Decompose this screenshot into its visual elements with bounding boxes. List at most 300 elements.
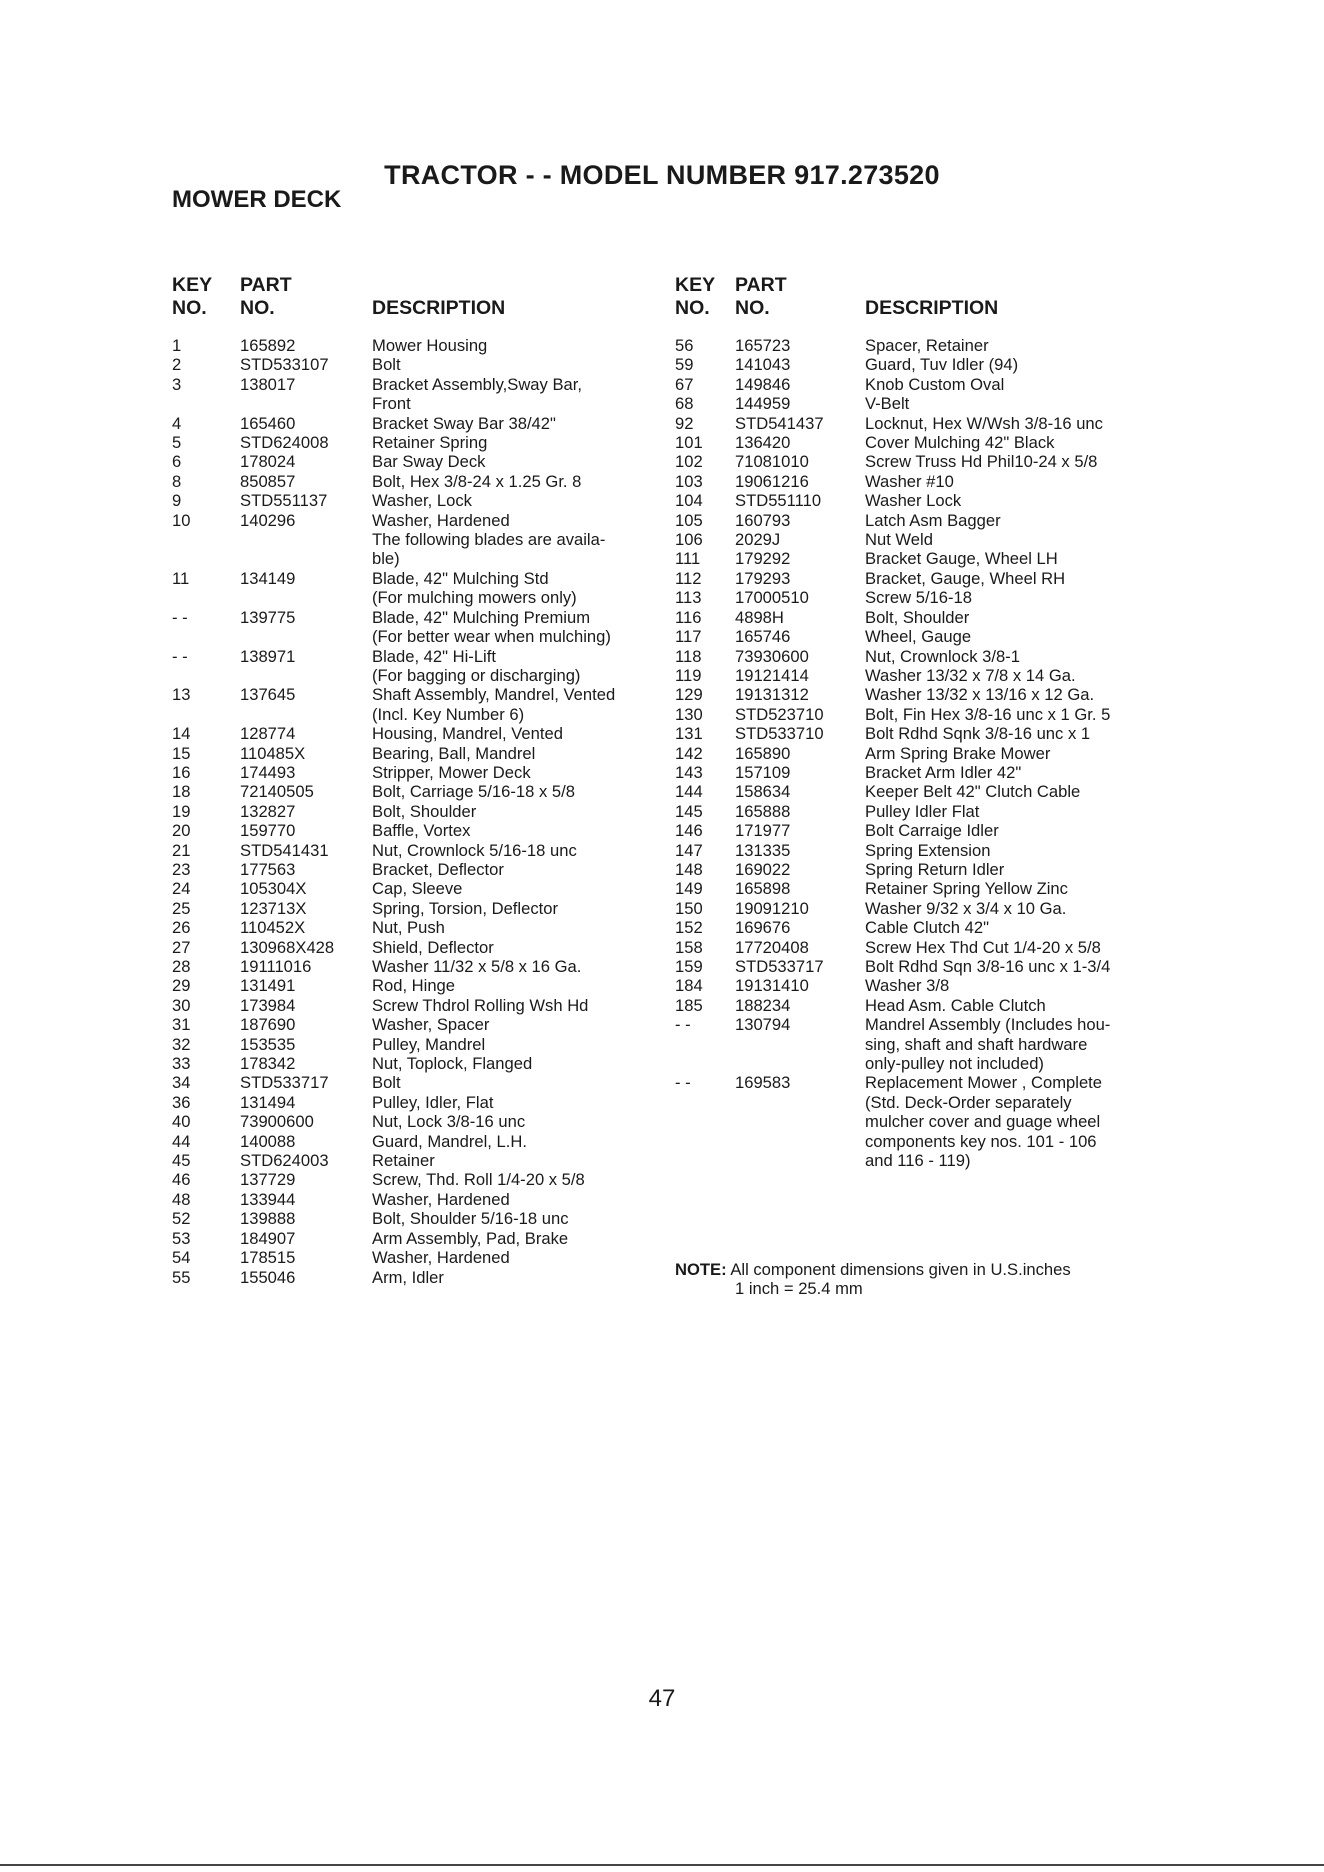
description-cell: Washer 13/32 x 7/8 x 14 Ga. (865, 665, 1076, 685)
part-header-line2: NO. (240, 297, 275, 319)
part-no-cell: 17000510 (735, 588, 809, 608)
table-row (172, 1229, 662, 1248)
table-row (675, 1054, 1175, 1073)
note-label: NOTE: (675, 1260, 727, 1279)
description-cell: Retainer Spring Yellow Zinc (865, 879, 1068, 899)
part-no-cell: 137729 (240, 1170, 296, 1190)
part-no-cell: STD541431 (240, 840, 329, 860)
table-row (172, 569, 662, 588)
key-no-cell: 34 (172, 1073, 191, 1093)
table-row (172, 627, 662, 646)
table-row (675, 511, 1175, 530)
table-row (172, 821, 662, 840)
part-no-cell: 130968X428 (240, 937, 335, 957)
table-row (675, 433, 1175, 452)
description-cell: Screw Thdrol Rolling Wsh Hd (372, 995, 589, 1015)
description-cell: Housing, Mandrel, Vented (372, 724, 563, 744)
description-cell: mulcher cover and guage wheel (865, 1112, 1101, 1132)
description-cell: Washer 9/32 x 3/4 x 10 Ga. (865, 898, 1067, 918)
description-cell: Retainer (372, 1151, 435, 1171)
key-no-cell: 45 (172, 1151, 191, 1171)
table-row (675, 666, 1175, 685)
description-cell: Cap, Sleeve (372, 879, 463, 899)
key-no-cell: 8 (172, 471, 182, 491)
table-row (675, 957, 1175, 976)
key-no-cell (172, 627, 240, 646)
key-no-cell: 10 (172, 510, 191, 530)
key-no-cell: 92 (675, 413, 694, 433)
part-no-cell: 187690 (240, 1015, 296, 1035)
description-cell: Nut, Crownlock 5/16-18 unc (372, 840, 577, 860)
table-row (675, 608, 1175, 627)
table-row (675, 802, 1175, 821)
part-no-cell (735, 1132, 865, 1151)
table-row (675, 491, 1175, 510)
description-cell: Spring Return Idler (865, 859, 1005, 879)
description-cell: Arm Spring Brake Mower (865, 743, 1051, 763)
part-no-cell: 140296 (240, 510, 296, 530)
part-no-cell: 165898 (735, 879, 791, 899)
description-cell: Screw, Thd. Roll 1/4-20 x 5/8 (372, 1170, 585, 1190)
description-header: DESCRIPTION (372, 297, 506, 319)
description-cell: Knob Custom Oval (865, 374, 1005, 394)
description-cell: Pulley, Mandrel (372, 1034, 486, 1054)
table-row (675, 1035, 1175, 1054)
part-no-cell: STD533717 (735, 957, 824, 976)
description-cell: Nut, Push (372, 918, 445, 938)
key-no-cell: 2 (172, 355, 182, 375)
table-row (172, 860, 662, 879)
description-cell: (For better wear when mulching) (372, 627, 611, 647)
part-no-cell: 73930600 (735, 646, 809, 666)
table-row (172, 899, 662, 918)
description-cell: Bracket Assembly,Sway Bar, (372, 374, 582, 394)
part-no-cell: 110452X (240, 918, 306, 938)
part-no-cell (735, 1035, 865, 1054)
description-cell: Bracket Sway Bar 38/42" (372, 413, 556, 433)
part-no-cell: 19121414 (735, 665, 809, 685)
key-no-cell: 56 (675, 336, 694, 355)
part-no-cell: 169022 (735, 859, 791, 879)
description-cell: Washer 3/8 (865, 976, 950, 996)
table-row (172, 1248, 662, 1267)
table-row (172, 996, 662, 1015)
key-no-cell: - - (172, 646, 188, 666)
description-cell: Bolt, Hex 3/8-24 x 1.25 Gr. 8 (372, 471, 582, 491)
key-no-cell: 112 (675, 568, 702, 588)
key-no-cell: 113 (675, 588, 702, 608)
key-no-cell: 48 (172, 1189, 191, 1209)
part-no-cell: 165723 (735, 336, 791, 355)
note-text: All component dimensions given in U.S.inches (730, 1260, 1071, 1279)
description-cell: Washer, Hardened (372, 1248, 510, 1268)
description-cell: The following blades are availa- (372, 530, 606, 550)
description-cell: Shaft Assembly, Mandrel, Vented (372, 685, 616, 705)
key-no-cell: 130 (675, 704, 703, 724)
part-no-cell (240, 549, 372, 568)
key-no-cell: 185 (675, 995, 703, 1015)
key-no-cell (172, 549, 240, 568)
key-no-cell: 106 (675, 530, 703, 550)
description-cell: V-Belt (865, 394, 910, 414)
table-header (172, 274, 662, 336)
part-no-cell: 123713X (240, 898, 307, 918)
key-no-cell: 26 (172, 918, 191, 938)
description-cell: Bracket Arm Idler 42" (865, 762, 1022, 782)
key-header-line1: KEY (172, 274, 213, 296)
part-no-cell: 105304X (240, 879, 307, 899)
table-row (675, 879, 1175, 898)
description-cell: Blade, 42" Mulching Std (372, 568, 549, 588)
table-row (675, 394, 1175, 413)
table-row (675, 918, 1175, 937)
part-no-cell: 138017 (240, 374, 296, 394)
table-row (172, 452, 662, 471)
table-row (172, 1268, 662, 1287)
table-row (172, 1209, 662, 1228)
description-cell: Baffle, Vortex (372, 821, 471, 841)
part-no-cell: 19091210 (735, 898, 809, 918)
table-row (675, 996, 1175, 1015)
description-cell: Bolt, Carriage 5/16-18 x 5/8 (372, 782, 575, 802)
part-no-cell: 128774 (240, 724, 296, 744)
table-row (675, 530, 1175, 549)
part-no-cell (735, 1112, 865, 1131)
description-cell: Nut, Lock 3/8-16 unc (372, 1112, 526, 1132)
part-no-cell: 138971 (240, 646, 296, 666)
part-no-cell (240, 627, 372, 646)
table-row (675, 452, 1175, 471)
key-no-cell: - - (675, 1015, 691, 1035)
description-cell: Guard, Mandrel, L.H. (372, 1131, 527, 1151)
part-no-cell: 17720408 (735, 937, 809, 957)
key-no-cell: 54 (172, 1248, 191, 1268)
table-row (172, 1151, 662, 1170)
key-no-cell (172, 705, 240, 724)
key-no-cell: 184 (675, 976, 703, 996)
key-no-cell: 36 (172, 1092, 191, 1112)
table-row (172, 433, 662, 452)
table-row (675, 375, 1175, 394)
key-no-cell: 148 (675, 859, 703, 879)
key-no-cell: 150 (675, 898, 703, 918)
key-no-cell (675, 1054, 735, 1073)
description-cell: Bracket, Deflector (372, 859, 504, 879)
part-no-cell: 131335 (735, 840, 791, 860)
dimension-note (675, 1260, 1071, 1299)
key-no-cell (675, 1112, 735, 1131)
part-no-cell: 165746 (735, 627, 791, 647)
description-cell: Mower Housing (372, 336, 488, 355)
table-row (172, 549, 662, 568)
part-no-cell: 850857 (240, 471, 296, 491)
table-row (172, 530, 662, 549)
description-cell: Nut Weld (865, 530, 933, 550)
part-no-cell: 165460 (240, 413, 296, 433)
key-no-header (675, 274, 715, 320)
key-no-cell (172, 666, 240, 685)
key-no-cell: 146 (675, 821, 703, 841)
table-row (172, 1093, 662, 1112)
part-no-cell: 136420 (735, 433, 791, 453)
part-no-cell: 159770 (240, 821, 296, 841)
table-row (172, 1054, 662, 1073)
table-row (172, 472, 662, 491)
key-no-cell: 14 (172, 724, 191, 744)
part-no-cell: 171977 (735, 821, 791, 841)
part-no-cell: 71081010 (735, 452, 809, 472)
table-row (675, 821, 1175, 840)
part-no-cell: 144959 (735, 394, 791, 414)
key-no-cell: 52 (172, 1209, 191, 1229)
table-row (675, 938, 1175, 957)
table-row (172, 511, 662, 530)
description-cell: Replacement Mower , Complete (865, 1073, 1103, 1093)
table-row (172, 724, 662, 743)
page-number: 47 (648, 1685, 676, 1712)
description-cell: Bolt (372, 355, 401, 375)
description-cell: Locknut, Hex W/Wsh 3/8-16 unc (865, 413, 1103, 433)
table-row (172, 938, 662, 957)
table-header (675, 274, 1175, 336)
table-row (172, 685, 662, 704)
key-no-cell: 32 (172, 1034, 191, 1054)
description-cell: Stripper, Mower Deck (372, 762, 531, 782)
key-header-line2: NO. (675, 297, 710, 319)
description-cell: Front (372, 394, 411, 414)
key-no-cell: 20 (172, 821, 191, 841)
key-no-cell: 129 (675, 685, 703, 705)
key-no-cell: 15 (172, 743, 191, 763)
part-header-line1: PART (240, 274, 292, 296)
description-cell: Shield, Deflector (372, 937, 494, 957)
description-cell: Cover Mulching 42" Black (865, 433, 1055, 453)
table-row (675, 763, 1175, 782)
table-row (675, 899, 1175, 918)
part-no-cell (735, 1054, 865, 1073)
part-no-cell: STD624008 (240, 433, 329, 453)
key-no-cell: 6 (172, 452, 182, 472)
key-no-cell: 117 (675, 627, 702, 647)
part-no-cell: 169676 (735, 918, 791, 938)
table-row (172, 782, 662, 801)
description-cell: Nut, Crownlock 3/8-1 (865, 646, 1020, 666)
description-cell: Screw 5/16-18 (865, 588, 972, 608)
part-no-cell: STD551137 (240, 491, 328, 511)
key-no-cell (675, 1132, 735, 1151)
description-cell: Arm, Idler (372, 1267, 444, 1287)
note-conversion: 1 inch = 25.4 mm (735, 1279, 863, 1299)
key-no-cell (675, 1151, 735, 1170)
table-row (675, 472, 1175, 491)
key-no-cell: 25 (172, 898, 191, 918)
description-cell: Washer, Hardened (372, 510, 510, 530)
description-cell: Pulley, Idler, Flat (372, 1092, 494, 1112)
part-no-cell: 73900600 (240, 1112, 314, 1132)
description-cell: Spring Extension (865, 840, 991, 860)
description-cell: Blade, 42" Hi-Lift (372, 646, 496, 666)
part-no-cell: 160793 (735, 510, 791, 530)
part-no-cell: 155046 (240, 1267, 296, 1287)
page-title: TRACTOR - - MODEL NUMBER 917.273520 (384, 160, 940, 190)
table-row (675, 1112, 1175, 1131)
description-cell: Pulley Idler Flat (865, 801, 980, 821)
parts-table-right (675, 274, 1175, 1170)
table-row (172, 375, 662, 394)
part-no-cell: 19131410 (735, 976, 809, 996)
key-no-cell: 24 (172, 879, 191, 899)
part-no-cell: 157109 (735, 762, 791, 782)
table-row (172, 1035, 662, 1054)
table-row (172, 666, 662, 685)
description-cell: Bolt, Shoulder (372, 801, 477, 821)
key-no-cell: 30 (172, 995, 191, 1015)
table-row (172, 957, 662, 976)
part-no-cell (240, 666, 372, 685)
key-no-cell: 21 (172, 840, 191, 860)
part-no-cell: 134149 (240, 568, 296, 588)
part-no-cell: 133944 (240, 1189, 296, 1209)
key-no-cell: 40 (172, 1112, 191, 1132)
description-cell: Cable Clutch 42" (865, 918, 989, 938)
part-no-cell: 139775 (240, 607, 296, 627)
description-cell: Washer, Spacer (372, 1015, 490, 1035)
part-no-cell: 130794 (735, 1015, 791, 1035)
description-cell: (For bagging or discharging) (372, 665, 581, 685)
table-row (172, 802, 662, 821)
table-row (675, 782, 1175, 801)
part-no-cell: 179293 (735, 568, 791, 588)
key-no-cell (675, 1035, 735, 1054)
part-no-cell: 140088 (240, 1131, 296, 1151)
key-no-cell: 118 (675, 646, 702, 666)
part-no-cell: STD541437 (735, 413, 824, 433)
key-no-cell: 5 (172, 433, 182, 453)
key-no-cell: 27 (172, 937, 191, 957)
description-cell: sing, shaft and shaft hardware (865, 1034, 1088, 1054)
key-no-cell: 149 (675, 879, 703, 899)
key-no-cell: 46 (172, 1170, 191, 1190)
table-row (675, 569, 1175, 588)
part-no-cell (240, 705, 372, 724)
description-cell: Head Asm. Cable Clutch (865, 995, 1046, 1015)
table-row (675, 976, 1175, 995)
table-row (172, 918, 662, 937)
table-row (675, 588, 1175, 607)
description-cell: (Std. Deck-Order separately (865, 1092, 1072, 1112)
description-cell: Rod, Hinge (372, 976, 456, 996)
description-cell: Screw Truss Hd Phil10-24 x 5/8 (865, 452, 1098, 472)
part-no-cell: 139888 (240, 1209, 296, 1229)
table-row (172, 744, 662, 763)
key-no-cell: 143 (675, 762, 703, 782)
part-no-cell (735, 1093, 865, 1112)
description-cell: components key nos. 101 - 106 (865, 1131, 1097, 1151)
key-no-cell: 67 (675, 374, 694, 394)
table-row (172, 841, 662, 860)
description-cell: Keeper Belt 42" Clutch Cable (865, 782, 1081, 802)
description-cell: Bracket, Gauge, Wheel RH (865, 568, 1066, 588)
table-row (675, 685, 1175, 704)
table-row (172, 976, 662, 995)
table-row (172, 763, 662, 782)
key-no-cell: 142 (675, 743, 703, 763)
part-no-cell: 137645 (240, 685, 296, 705)
key-header-line1: KEY (675, 274, 716, 296)
part-no-cell: 153535 (240, 1034, 296, 1054)
key-no-cell: 29 (172, 976, 191, 996)
table-row (675, 647, 1175, 666)
key-no-cell: 111 (675, 549, 701, 569)
description-cell: Washer, Hardened (372, 1189, 510, 1209)
table-row (675, 336, 1175, 355)
key-no-cell: 3 (172, 374, 182, 394)
part-no-cell: STD624003 (240, 1151, 329, 1171)
key-no-cell: 116 (675, 607, 702, 627)
description-header: DESCRIPTION (865, 297, 999, 319)
part-no-cell (240, 530, 372, 549)
table-row (675, 1132, 1175, 1151)
key-no-cell: 68 (675, 394, 694, 414)
part-no-cell: 141043 (735, 355, 791, 375)
table-row (675, 860, 1175, 879)
key-no-cell (172, 588, 240, 607)
key-no-cell (172, 530, 240, 549)
key-no-cell: 33 (172, 1054, 191, 1074)
description-cell: Bolt, Fin Hex 3/8-16 unc x 1 Gr. 5 (865, 704, 1111, 724)
key-no-cell: 1 (172, 336, 182, 355)
key-no-cell: 144 (675, 782, 703, 802)
description-cell: Washer 11/32 x 5/8 x 16 Ga. (372, 957, 582, 976)
table-row (675, 549, 1175, 568)
part-header-line1: PART (735, 274, 787, 296)
table-row (172, 1132, 662, 1151)
part-no-cell: 19061216 (735, 471, 809, 491)
description-cell: Mandrel Assembly (Includes hou- (865, 1015, 1111, 1035)
part-no-cell: 131494 (240, 1092, 296, 1112)
description-cell: and 116 - 119) (865, 1151, 971, 1171)
key-no-cell: 103 (675, 471, 703, 491)
description-cell: Bracket Gauge, Wheel LH (865, 549, 1058, 569)
table-row (172, 1190, 662, 1209)
description-cell: only-pulley not included) (865, 1054, 1044, 1074)
table-row (675, 841, 1175, 860)
table-body (675, 336, 1175, 1170)
key-no-cell: 131 (675, 724, 703, 744)
description-cell: Blade, 42" Mulching Premium (372, 607, 591, 627)
table-row (172, 394, 662, 413)
description-cell: Washer, Lock (372, 491, 472, 511)
description-cell: Nut, Toplock, Flanged (372, 1054, 533, 1074)
table-row (675, 724, 1175, 743)
table-row (675, 1015, 1175, 1034)
parts-table-left (172, 274, 662, 1287)
table-row (172, 491, 662, 510)
part-no-cell: 184907 (240, 1228, 296, 1248)
description-cell: Washer Lock (865, 491, 962, 511)
part-no-cell: 178342 (240, 1054, 296, 1074)
description-cell: (For mulching mowers only) (372, 588, 577, 608)
key-no-cell: 159 (675, 957, 703, 976)
part-no-cell: 19111016 (240, 957, 312, 976)
table-row (172, 1073, 662, 1092)
description-cell: Bolt (372, 1073, 401, 1093)
part-no-cell: 158634 (735, 782, 791, 802)
part-no-cell: 110485X (240, 743, 306, 763)
description-cell: ble) (372, 549, 400, 569)
part-no-cell: 19131312 (735, 685, 809, 705)
table-row (675, 1093, 1175, 1112)
